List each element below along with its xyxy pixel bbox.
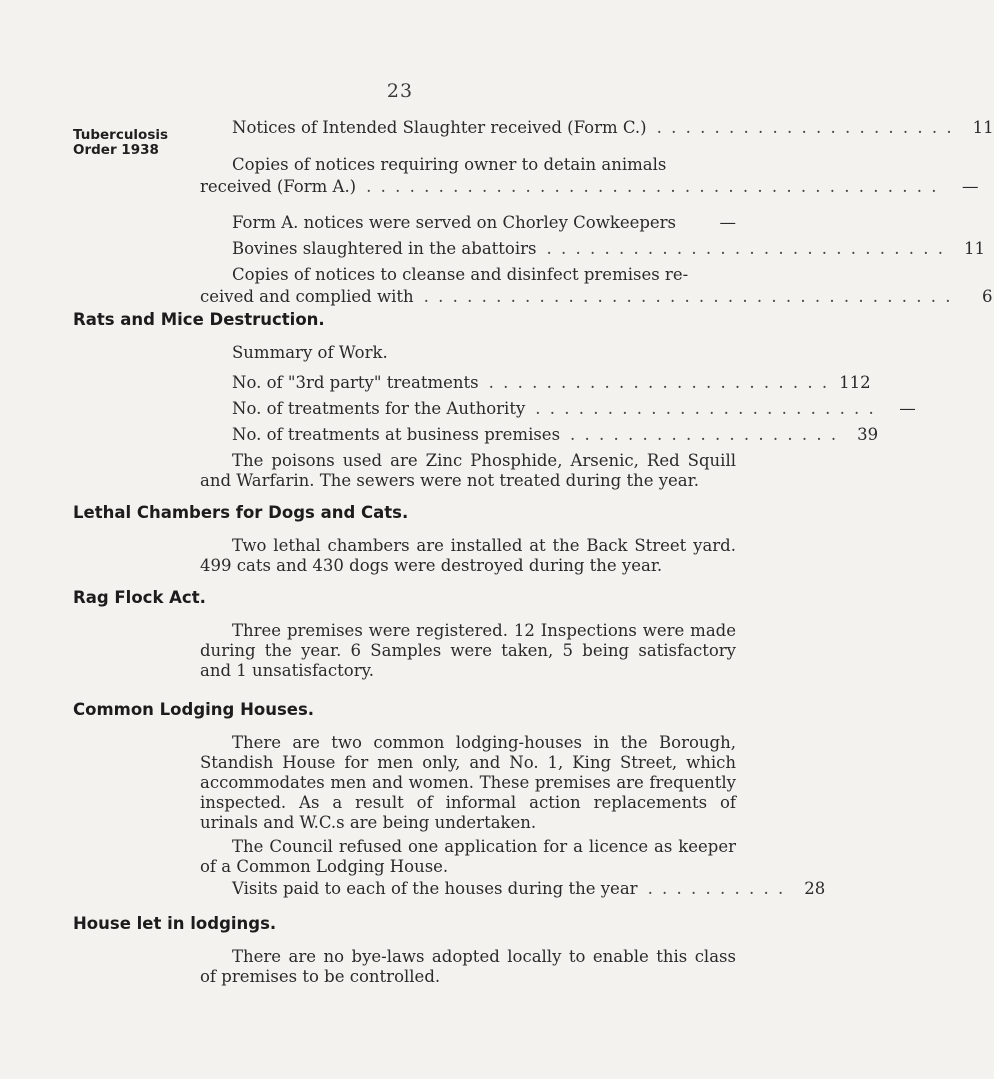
rats-entry-third-party	[232, 373, 871, 393]
rats-summary-subheading: Summary of Work.	[232, 343, 388, 362]
section-heading-lethal-chambers: Lethal Chambers for Dogs and Cats.	[73, 503, 409, 522]
entry-value: —	[719, 213, 736, 232]
entry-label: No. of "3rd party" treatments	[232, 373, 479, 392]
dot-leader: . . . . . . . . . . . . . . . . . . . . . . . . . . . . . . . . . . . . .	[423, 287, 953, 306]
dot-leader: . . . . . . . . . . . . . . . . . . . . . . . . . . . .	[546, 239, 945, 258]
dot-leader: . . . . . . . . . . . . . . . . . . . . .	[656, 118, 954, 137]
rats-entry-authority	[232, 399, 916, 419]
tb-entry-cleanse-line2	[200, 287, 993, 307]
house-let-paragraph: There are no bye-laws adopted locally to enable this class of premises to be controlled.	[200, 947, 736, 986]
dot-leader: . . . . . . . . . . . . . . . . . . . . . . . .	[535, 399, 876, 418]
dot-leader: . . . . . . . . . . . . . . . . . . .	[570, 425, 839, 444]
section-heading-rats-mice: Rats and Mice Destruction.	[73, 310, 325, 329]
tb-entry-detain-line1: Copies of notices requiring owner to detain animals	[232, 155, 667, 174]
entry-label: ceived and complied with	[200, 287, 414, 306]
section-heading-house-let: House let in lodgings.	[73, 914, 277, 933]
entry-value: —	[899, 399, 916, 418]
entry-label: Notices of Intended Slaughter received (Form C.)	[232, 118, 647, 137]
entry-label: Form A. notices were served on Chorley Cowkeepers	[232, 213, 677, 232]
entry-value: 28	[804, 879, 826, 898]
entry-label: Bovines slaughtered in the abattoirs	[232, 239, 537, 258]
tb-entry-detain-line2	[200, 177, 979, 197]
entry-value: 39	[857, 425, 879, 444]
dot-leader: . . . . . . . . . . . . . . . . . . . . . . . . . . . . . . . . . . . . . . . .	[366, 177, 939, 196]
lethal-chambers-paragraph: Two lethal chambers are installed at the Back Street yard. 499 cats and 430 dogs were destroyed during the year.	[200, 536, 736, 575]
margin-note-tuberculosis-order: Tuberculosis Order 1938	[73, 127, 169, 158]
section-heading-common-lodging: Common Lodging Houses.	[73, 700, 315, 719]
tb-entry-form-a-notices	[232, 213, 736, 233]
page-number: 23	[386, 80, 414, 102]
entry-label: received (Form A.)	[200, 177, 357, 196]
entry-label: Visits paid to each of the houses during the year	[232, 879, 638, 898]
tb-entry-cleanse-line1: Copies of notices to cleanse and disinfect premises re-	[232, 265, 689, 284]
entry-value: —	[961, 177, 979, 196]
dot-leader: . . . . . . . . . . . . . . . . . . . . . . . .	[488, 373, 830, 392]
entry-value: 6	[982, 287, 993, 306]
lodging-paragraph-1: There are two common lodging-houses in the Borough, Standish House for men only, and No. 1, King Street, which accommodates men and women. These premises are frequently inspected. As a result of informal action replacements of urinals and W.C.s are being undertaken.	[200, 733, 736, 832]
lodging-entry-visits	[232, 879, 826, 899]
lodging-paragraph-2: The Council refused one application for a licence as keeper of a Common Lodging House.	[200, 837, 736, 876]
tb-entry-notices-slaughter	[232, 118, 994, 138]
tb-entry-bovines-slaughtered	[232, 239, 985, 259]
entry-label: No. of treatments for the Authority	[232, 399, 526, 418]
entry-value: 112	[839, 373, 871, 392]
rats-entry-business	[232, 425, 879, 445]
rats-poisons-paragraph: The poisons used are Zinc Phosphide, Arsenic, Red Squill and Warfarin. The sewers were not treated during the year.	[200, 451, 736, 490]
section-heading-rag-flock: Rag Flock Act.	[73, 588, 206, 607]
entry-value: 11	[972, 118, 994, 137]
dot-leader: . . . . . . . . . .	[647, 879, 786, 898]
entry-label: No. of treatments at business premises	[232, 425, 561, 444]
entry-value: 11	[963, 239, 985, 258]
rag-flock-paragraph: Three premises were registered. 12 Inspections were made during the year. 6 Samples were taken, 5 being satisfactory and 1 unsatisfactory.	[200, 621, 736, 680]
